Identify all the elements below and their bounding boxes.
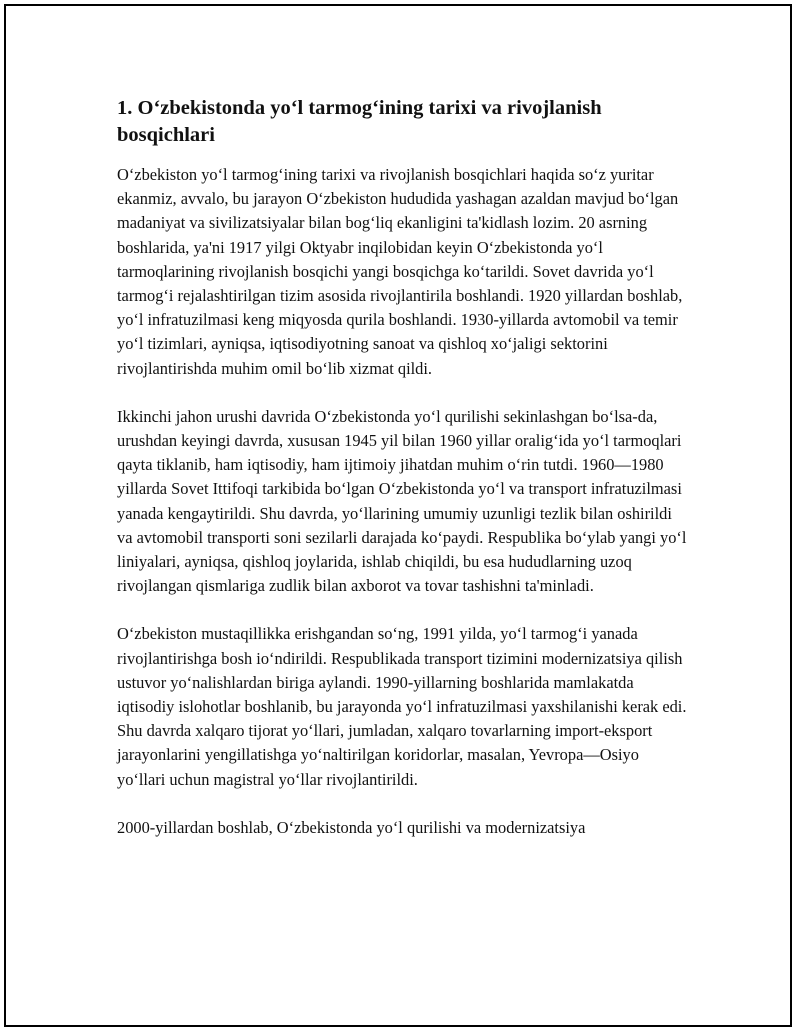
paragraph-2: Ikkinchi jahon urushi davrida O‘zbekistonda yo‘l qurilishi sekinlashgan bo‘lsa-da, urushdan keyingi davrda, xususan 1945 yil bilan 1960 yillar oralig‘ida yo‘l tarmoqlari qayta tiklanib, ham iqtisodiy, ham ijtimoiy jihatdan muhim o‘rin tutdi. 1960—1980 yillarda Sovet Ittifoqi tarkibida bo‘lgan O‘zbekistonda yo‘l va transport infratuzilmasi yanada kengaytirildi. Shu davrda, yo‘llarining umumiy uzunligi tezlik bilan oshirildi va avtomobil transporti soni sezilarli darajada ko‘paydi. Respublika bo‘ylab yangi yo‘l liniyalari, ayniqsa, qishloq joylarida, ishlab chiqildi, bu esa hududlarning uzoq rivojlangan qismlariga zudlik bilan axborot va tovar tashishni ta'minladi.	[117, 406, 687, 596]
document-title: 1. O‘zbekistonda yo‘l tarmog‘ining tarixi va rivojlanish bosqichlari	[117, 97, 602, 146]
paragraph-3: O‘zbekiston mustaqillikka erishgandan so‘ng, 1991 yilda, yo‘l tarmog‘i yanada rivojlantirishga bosh io‘ndirildi. Respublikada transport tizimini modernizatsiya qilish ustuvor yo‘nalishlardan biriga aylandi. 1990-yillarning boshlarida mamlakatda iqtisodiy islohotlar boshlanib, bu jarayonda yo‘l infratuzilmasi yaxshilanishi kerak edi. Shu davrda xalqaro tijorat yo‘llari, jumladan, xalqaro tovarlarning import-eksport jarayonlarini yengillatishga yo‘naltirilgan koridorlar, masalan, Yevropa—Osiyo yo‘llari uchun magistral yo‘llar rivojlantirildi.	[117, 624, 687, 789]
paragraph-4: 2000-yillardan boshlab, O‘zbekistonda yo‘l qurilishi va modernizatsiya	[117, 817, 586, 837]
document-body	[117, 95, 687, 864]
paragraph-1: O‘zbekiston yo‘l tarmog‘ining tarixi va rivojlanish bosqichlari haqida so‘z yuritar ekanmiz, avvalo, bu jarayon O‘zbekiston hududida yashagan azaldan mavjud bo‘lgan madaniyat va sivilizatsiyalar bilan bog‘liq ekanligini ta'kidlash lozim. 20 asrning boshlarida, ya'ni 1917 yilgi Oktyabr inqilobidan keyin O‘zbekistonda yo‘l tarmoqlarining rivojlanish bosqichi yangi bosqichga ko‘tarildi. Sovet davrida yo‘l tarmog‘i rejalashtirilgan tizim asosida rivojlantirila boshlandi. 1920 yillardan boshlab, yo‘l infratuzilmasi keng miqyosda qurila boshlandi. 1930-yillarda avtomobil va temir yo‘l tizimlari, ayniqsa, iqtisodiyotning sanoat va qishloq xo‘jaligi sektorini rivojlantirishda muhim omil bo‘lib xizmat qildi.	[117, 165, 683, 378]
